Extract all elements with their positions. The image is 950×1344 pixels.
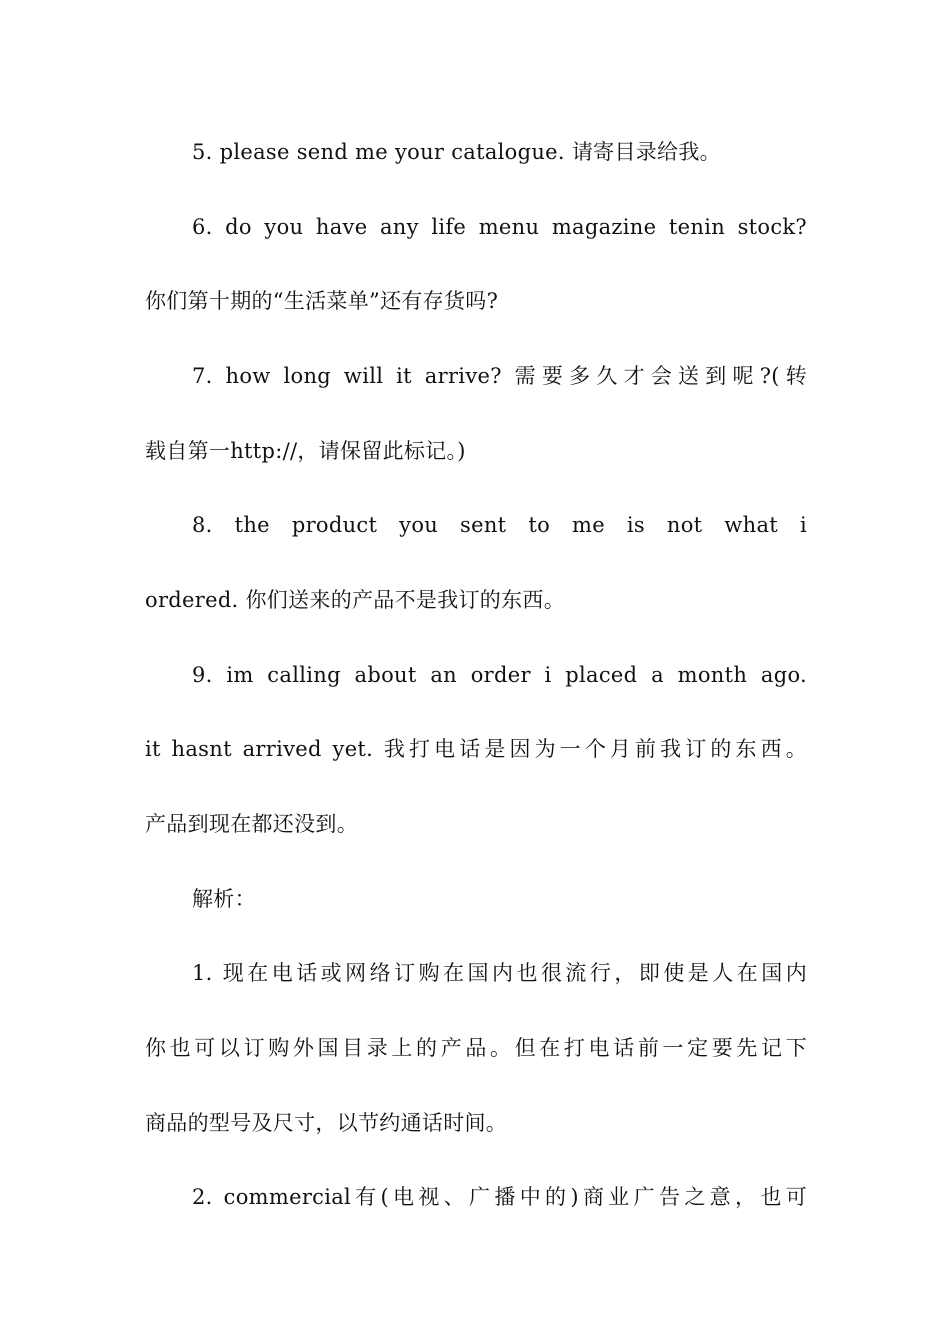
- text-line: 1. 现在电话或网络订购在国内也很流行，即使是人在国内: [192, 961, 807, 985]
- text-line: 你们第十期的“生活菜单”还有存货吗?: [145, 289, 499, 313]
- text-line: 载自第一http://，请保留此标记。): [145, 439, 466, 463]
- text-line: 8. the product you sent to me is not what i: [192, 513, 807, 537]
- section-heading: 解析：: [192, 887, 256, 911]
- text-line: 6. do you have any life menu magazine tenin stock?: [192, 215, 807, 239]
- text-line: 9. im calling about an order i placed a month ago.: [192, 663, 807, 687]
- text-line: 商品的型号及尺寸，以节约通话时间。: [145, 1111, 508, 1135]
- text-line: it hasnt arrived yet. 我打电话是因为一个月前我订的东西。: [145, 737, 807, 761]
- text-line: 产品到现在都还没到。: [145, 812, 358, 836]
- text-line: 2. commercial有(电视、广播中的)商业广告之意，也可: [192, 1185, 807, 1209]
- text-line: 7. how long will it arrive? 需要多久才会送到呢?(转: [192, 364, 807, 388]
- text-line: ordered. 你们送来的产品不是我订的东西。: [145, 588, 566, 612]
- text-line: 你也可以订购外国目录上的产品。但在打电话前一定要先记下: [145, 1036, 807, 1060]
- text-line: 5. please send me your catalogue. 请寄目录给我。: [192, 140, 721, 164]
